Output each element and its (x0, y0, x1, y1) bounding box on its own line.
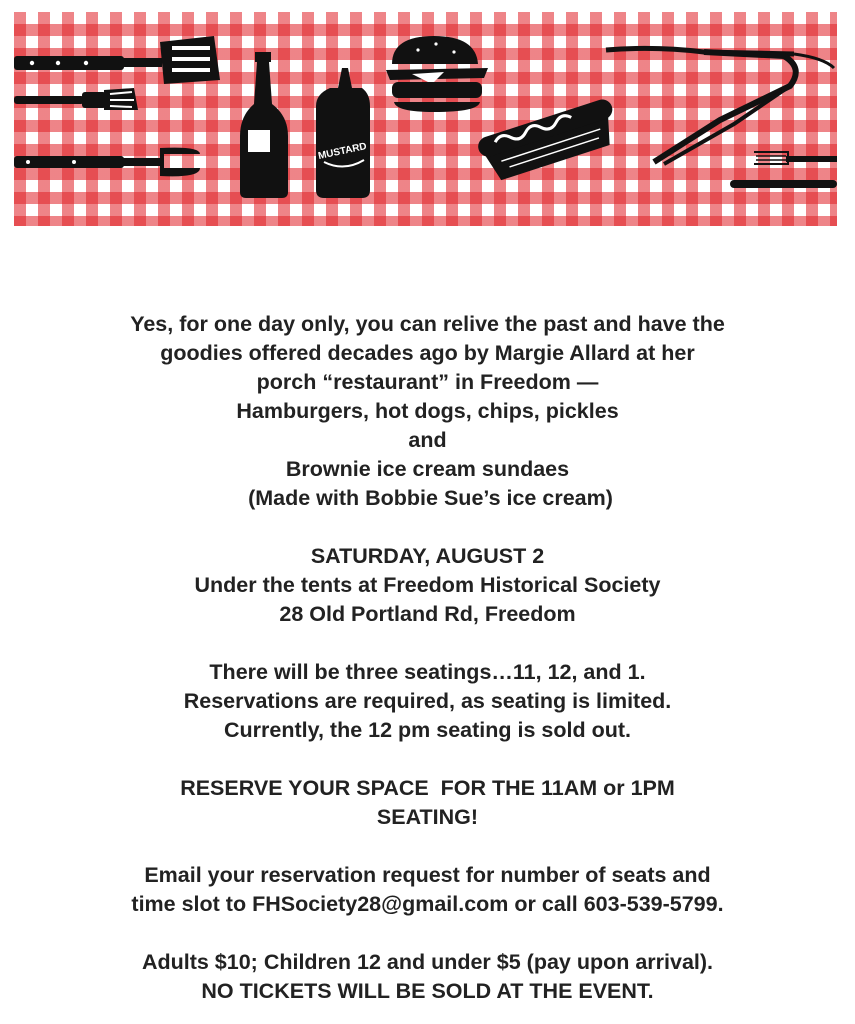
seating-line-3: Currently, the 12 pm seating is sold out. (224, 718, 631, 742)
flyer-text (0, 310, 855, 1006)
contact-line-1: Email your reservation request for number of seats and (144, 863, 711, 887)
mustard-label: MUSTARD (317, 141, 368, 163)
event-date: SATURDAY, AUGUST 2 (310, 544, 545, 568)
intro-line-3: porch “restaurant” in Freedom — (256, 370, 599, 394)
event-venue: Under the tents at Freedom Historical Society (194, 573, 661, 597)
tongs-icon (606, 48, 834, 164)
intro-line-2: goodies offered decades ago by Margie Allard at her (160, 341, 695, 365)
menu-line-1: Hamburgers, hot dogs, chips, pickles (236, 399, 619, 423)
gingham-banner (14, 12, 837, 226)
basting-brush-icon (14, 88, 138, 110)
pricing-line-2: NO TICKETS WILL BE SOLD AT THE EVENT. (201, 979, 654, 1003)
event-address: 28 Old Portland Rd, Freedom (279, 602, 576, 626)
mustard-bottle-icon (316, 68, 370, 198)
pricing-line-1: Adults $10; Children 12 and under $5 (pay upon arrival). (141, 950, 714, 974)
fork-and-knife-icon (730, 152, 837, 188)
menu-line-4: (Made with Bobbie Sue’s ice cream) (242, 486, 613, 510)
menu-line-3: Brownie ice cream sundaes (285, 457, 570, 481)
ketchup-bottle-icon (240, 52, 288, 198)
intro-line-1: Yes, for one day only, you can relive the past and have the (130, 312, 725, 336)
hamburger-icon (386, 36, 488, 112)
hot-dog-icon (476, 97, 623, 184)
seating-line-2: Reservations are required, as seating is limited. (183, 689, 672, 713)
seating-line-1: There will be three seatings…11, 12, and 1. (209, 660, 646, 684)
reserve-line-1: RESERVE YOUR SPACE FOR THE 11AM or 1PM (180, 776, 675, 800)
picnic-illustration (14, 12, 837, 226)
spatula-icon (14, 36, 220, 84)
reserve-line-2: SEATING! (376, 805, 479, 829)
grill-fork-icon (14, 148, 200, 177)
menu-line-2: and (408, 428, 447, 452)
contact-line-2: time slot to FHSociety28@gmail.com or call 603-539-5799. (131, 892, 724, 916)
